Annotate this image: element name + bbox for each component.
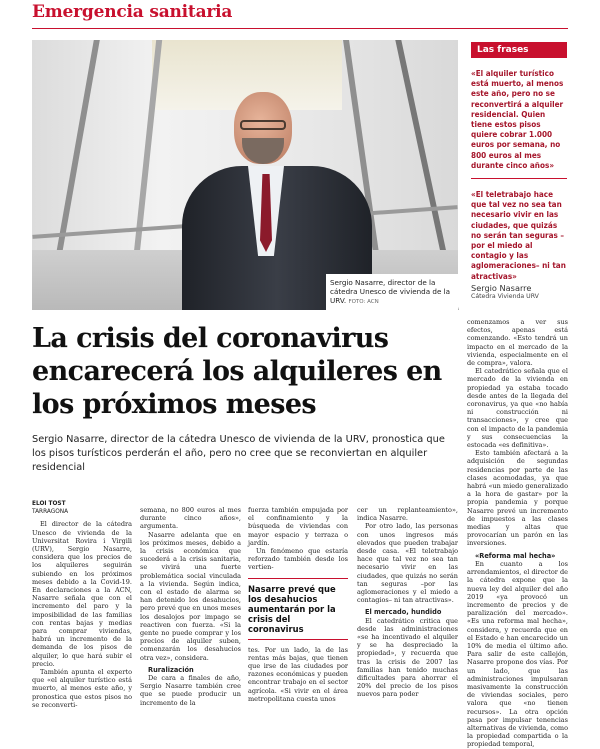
body-paragraph: tes. Por un lado, la de las rentas más bajas, que tienen que irse de las ciudades por razones económicas y pueden encontrar trabajo en el sector agrícola. «Si vivir en el área metropolitana cuesta unos: [248, 645, 348, 703]
standfirst: Sergio Nasarre, director de la cátedra Unesco de vivienda de la URV, pronostica que los pisos turísticos perderán el año, pero no cree que se reconviertan en alquiler residencial: [32, 434, 445, 473]
body-column-2: [140, 506, 241, 707]
byline: ELOI TOST: [32, 501, 66, 507]
body-paragraph: Esto también afectará a la adquisición de segundas residencias por parte de las clases acomodadas, ya que habrá «un miedo generalizado a la hora de gastar» por la propia pandemia y porque Nasarre prevé un incremento de impuestos a las clases medias y altas que provocarían un parón en las inversiones.: [467, 449, 568, 548]
body-column-3: [248, 506, 348, 703]
headline: La crisis del coronavirus encarecerá los alquileres en los próximos meses: [32, 323, 442, 420]
photo-caption: [330, 278, 458, 307]
body-column-5: [467, 318, 568, 749]
body-paragraph: El director de la cátedra Unesco de vivienda de la Universitat Rovira i Virgili (URV), Sergio Nasarre, considera que los precios de los alquileres seguirán subiendo en los próximos meses debido a la Covid-19. En declaraciones a la ACN, Nasarre señala que con el incremento del paro y la imposibilidad de las familias con rentas bajas y medias para comprar viviendas, habrá un incremento de la demanda de los pisos de alquiler, lo que hará subir el precio.: [32, 520, 132, 668]
body-paragraph: Nasarre adelanta que en los próximos meses, debido a la crisis económica que sucederá a la crisis sanitaria, se vivirá una fuerte problemática social vinculada a la vivienda. Según indica, con el estado de alarma se han detenido los desahucios, pero prevé que en unos meses los desalojos por impago se reactiven con fuerza. «Si la gente no puede comprar y los precios de alquiler suben, comenzarán los desahucios otra vez», considera.: [140, 530, 241, 662]
body-paragraph: semana, no 800 euros al mes durante cinco años», argumenta.: [140, 506, 241, 531]
sidebar-tag: Las frases: [471, 42, 567, 58]
dateline-place: TARRAGONA: [32, 509, 69, 516]
body-paragraph: cer un replanteamiento», indica Nasarre.: [357, 506, 458, 523]
body-paragraph: El catedrático critica que desde las administraciones «se ha incentivado el alquiler y se ha despreciado la propiedad», y recuerda que tras la crisis de 2007 las familias han tenido muchas dificultades para ahorrar el 20% del precio de los pisos nuevos para poder: [357, 616, 458, 699]
body-paragraph: Por otro lado, las personas con unos ingresos más elevados que pueden trabajar desde casa. «El teletrabajo hace que tal vez no sea tan necesario vivir en las ciudades, que quizás no serán tan seguras –por las aglomeraciones y el miedo a contagios– ni tan atractivas».: [357, 522, 458, 605]
quotes-sidebar: [471, 42, 567, 300]
quote-separator: [471, 178, 567, 179]
body-column-1: [32, 500, 132, 709]
body-paragraph: El catedrático señala que el mercado de la vivienda en propiedad ya estaba tocado desde antes de la llegada del coronavirus, ya que «no había ni construcción ni transacciones», y cree que con el impacto de la pandemia y sus consecuencias la estocada «es definitiva».: [467, 367, 568, 450]
photo-caption-text: Sergio Nasarre, director de la cátedra Unesco de vivienda de la URV.: [330, 278, 451, 305]
subhead-mercado: El mercado, hundido: [365, 608, 442, 617]
body-paragraph: comenzamos a ver sus efectos, apenas está comenzando. «Esto tendrá un impacto en el mercado de la vivienda, especialmente en el de compra», valora.: [467, 318, 568, 368]
section-label: Emergencia sanitaria: [32, 2, 233, 22]
body-paragraph: En cuanto a los arrendamientos, el director de la cátedra expone que la nueva ley del alquiler del año 2019 «ya provocó un incremento de precios y de paralización del mercado». «Es una reforma mal hecha», considera, y recuerda que en el Estado e han encarecido un 10% de media el último año. Para salir de este callejón, Nasarre propone dos vías. Por un lado, que las administraciones impulsaran masivamente la construcción de viviendas sociales, pero valora que «no tienen recursos». La otra opción pasa por impulsar tenencias alternativas de vivienda, como la propiedad compartida o la propiedad temporal,: [467, 559, 568, 749]
quote-author-role: Cátedra Vivienda URV: [471, 292, 539, 300]
quote-author: Sergio Nasarre: [471, 282, 532, 293]
body-paragraph: Un fenómeno que estaría reforzado también desde los vertien-: [248, 547, 348, 572]
article-photo: [32, 40, 458, 310]
body-column-4: [357, 506, 458, 699]
portrait-glasses: [240, 120, 286, 130]
subhead-ruralizacion: Ruralización: [148, 665, 194, 674]
body-paragraph: fuerza también empujada por el confinamiento y la búsqueda de viviendas con mayor espacio y terraza o jardín.: [248, 506, 348, 547]
sidebar-quote-1: «El alquiler turístico está muerto, al menos este año, pero no se reconvertirá a alquiler residencial. Quien tiene estos pisos quiere cobrar 1.000 euros por semana, no 800 euros al mes durante cinco años»: [471, 68, 564, 170]
photo-credit: FOTO: ACN: [348, 299, 379, 305]
body-paragraph: De cara a finales de año, Sergio Nasarre también cree que se puede producir un incremento de la: [140, 674, 241, 707]
subhead-reforma: «Reforma mal hecha»: [475, 551, 556, 560]
section-rule: [32, 28, 568, 29]
pull-quote: Nasarre prevé que los desahucios aumentarán por la crisis del coronavirus: [248, 578, 348, 640]
body-paragraph: También apunta el experto que «el alquiler turístico está muerto, al menos este año, y pronostica que estos pisos no se reconverti-: [32, 668, 132, 709]
sidebar-quote-2: «El teletrabajo hace que tal vez no sea tan necesario vivir en las ciudades, que quizás no serán tan seguras –por el miedo al contagio y las aglomeraciones– ni tan atractivas»: [471, 189, 566, 281]
